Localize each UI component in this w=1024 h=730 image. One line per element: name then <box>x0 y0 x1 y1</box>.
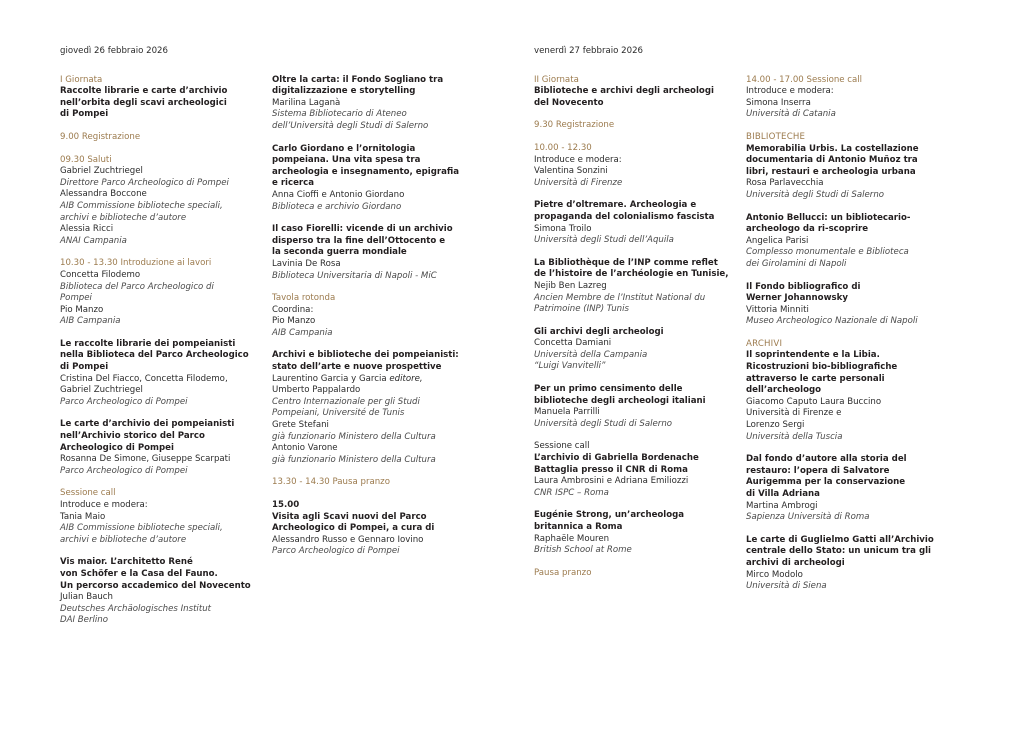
programme-block <box>746 213 950 271</box>
programme-line: archivi e biblioteche d’autore <box>60 534 187 545</box>
programme-line: I Giornata <box>60 74 103 85</box>
programme-block <box>534 258 734 316</box>
programme-line: documentaria di Antonio Muñoz tra <box>746 155 918 166</box>
programme-line: 14.00 - 17.00 Sessione call <box>746 74 863 85</box>
programme-line: Parco Archeologico di Pompei <box>60 396 188 407</box>
programme-block <box>534 143 734 189</box>
programme-line: Deutsches Archäologisches Institut <box>60 603 212 614</box>
programme-block <box>272 75 472 133</box>
programme-block <box>746 535 950 593</box>
programme-line: pompeiana. Una vita spesa tra <box>272 155 421 166</box>
programme-line: Memorabilia Urbis. La costellazione <box>746 143 919 154</box>
programme-line: Introduce e modera: <box>746 86 834 97</box>
programme-line: e ricerca <box>272 178 315 189</box>
programme-line: Le carte di Guglielmo Gatti all’Archivio <box>746 534 934 545</box>
programme-line: de l’histoire de l’archéologie en Tunisie, <box>534 269 729 280</box>
programme-block <box>534 327 734 373</box>
programme-line: dell’archeologo <box>746 385 822 396</box>
programme-line: Università degli Studi di Salerno <box>746 189 885 200</box>
programme-line: Le carte d’archivio dei pompeianisti <box>60 419 235 430</box>
programme-line: “Luigi Vanvitelli” <box>534 361 606 372</box>
programme-block <box>60 419 260 477</box>
programme-block <box>60 488 260 546</box>
programme-line: Rosanna De Simone, Giuseppe Scarpati <box>60 454 231 465</box>
programme-line: Il Fondo bibliografico di <box>746 281 861 292</box>
programme-line: archeologo da ri-scoprire <box>746 224 869 235</box>
programme-line: Vis maior. L’architetto René <box>60 557 193 568</box>
programme-line: Martina Ambrogi <box>746 500 818 511</box>
programme-line: Simona Troilo <box>534 223 592 234</box>
programme-line: ANAI Campania <box>60 235 127 246</box>
programme-line: Sessione call <box>534 441 590 452</box>
programme-line: Raphaële Mouren <box>534 533 610 544</box>
programme-line: Biblioteca e archivio Giordano <box>272 201 402 212</box>
programme-line: Marilina Laganà <box>272 97 341 108</box>
programme-line: Concetta Damiani <box>534 338 612 349</box>
date-heading-day1: giovedì 26 febbraio 2026 <box>60 46 168 56</box>
programme-line: Manuela Parrilli <box>534 407 600 418</box>
programme-block <box>60 132 260 144</box>
programme-line: di Pompei <box>60 109 109 120</box>
programme-line: Lorenzo Sergi <box>746 420 805 431</box>
programme-line: Università degli Studi di Salerno <box>534 418 673 429</box>
programme-block <box>746 454 950 524</box>
programme-line: Museo Archeologico Nazionale di Napoli <box>746 316 918 327</box>
programme-line: nella Biblioteca del Parco Archeologico <box>60 350 249 361</box>
programme-line: Laura Ambrosini e Adriana Emiliozzi <box>534 476 689 487</box>
programme-line: II Giornata <box>534 74 579 85</box>
date-heading-spacer-2 <box>746 46 950 58</box>
programme-line: Pio Manzo <box>60 304 104 315</box>
programme-line: Nejib Ben Lazreg <box>534 280 607 291</box>
programme-line: Università di Firenze <box>534 177 623 188</box>
programme-line: Per un primo censimento delle <box>534 384 683 395</box>
programme-line: Visita agli Scavi nuovi del Parco <box>272 511 427 522</box>
programme-line: Aurigemma per la conservazione <box>746 477 906 488</box>
programme-line: Biblioteche e archivi degli archeologi <box>534 86 714 97</box>
programme-line: Un percorso accademico del Novecento <box>60 580 251 591</box>
programme-line: AIB Campania <box>60 316 121 327</box>
programme-line: BIBLIOTECHE <box>746 131 806 142</box>
programme-block <box>534 75 734 110</box>
programme-line: Università di Catania <box>746 109 836 120</box>
programme-block <box>60 155 260 248</box>
programme-line: Grete Stefani <box>272 420 329 431</box>
programme-block <box>272 350 472 466</box>
programme-line: Carlo Giordano e l’ornitologia <box>272 143 416 154</box>
programme-line: Università di Firenze e <box>746 408 842 419</box>
programme-line: Archivi e biblioteche dei pompeianisti: <box>272 350 459 361</box>
programme-line: L’archivio di Gabriella Bordenache <box>534 453 699 464</box>
programme-line: Parco Archeologico di Pompei <box>60 465 188 476</box>
programme-line: Pompeiani, Université de Tunis <box>272 408 405 419</box>
programme-line: centrale dello Stato: un unicum tra gli <box>746 546 932 557</box>
programme-block <box>534 200 734 246</box>
programme-line: Patrimoine (INP) Tunis <box>534 304 629 315</box>
programme-line: von Schöfer e la Casa del Fauno. <box>60 568 218 579</box>
programme-line: Introduce e modera: <box>534 154 622 165</box>
programme-line: Parco Archeologico di Pompei <box>272 546 400 557</box>
programme-line: Simona Inserra <box>746 97 811 108</box>
column-day2-b <box>746 46 962 604</box>
programme-line: Tania Maio <box>60 511 106 522</box>
programme-line: archivi e biblioteche d’autore <box>60 212 187 223</box>
programme-block <box>746 282 950 328</box>
programme-line: Università della Tuscia <box>746 431 843 442</box>
programme-line: Vittoria Minniti <box>746 304 809 315</box>
programme-columns <box>12 46 1012 638</box>
programme-line: Alessia Ricci <box>60 224 114 235</box>
programme-line: British School at Rome <box>534 545 632 556</box>
programme-line: Cristina Del Fiacco, Concetta Filodemo, <box>60 373 228 384</box>
programme-line: archeologia e insegnamento, epigrafia <box>272 166 460 177</box>
programme-line: Introduce e modera: <box>60 500 148 510</box>
programme-line: Angelica Parisi <box>746 235 809 246</box>
programme-block <box>272 477 472 489</box>
programme-block <box>534 384 734 430</box>
programme-line: La Bibliothèque de l’INP comme reflet <box>534 257 718 268</box>
column-body <box>272 75 472 558</box>
programme-line: Eugénie Strong, un’archeologa <box>534 510 685 521</box>
programme-line: Ricostruzioni bio-bibliografiche <box>746 362 898 373</box>
programme-line: archivi di archeologi <box>746 557 845 568</box>
programme-line: Laurentino Garcia y Garcia editore, <box>272 373 423 384</box>
programme-line: Oltre la carta: il Fondo Sogliano tra <box>272 74 444 85</box>
programme-line: 9.00 Registrazione <box>60 131 141 142</box>
column-body <box>746 75 950 593</box>
programme-block <box>746 339 950 443</box>
programme-line: 15.00 <box>272 500 300 510</box>
programme-block <box>272 224 472 282</box>
programme-line: Werner Johannowsky <box>746 293 848 304</box>
programme-line: Pietre d’oltremare. Archeologia e <box>534 200 697 211</box>
programme-line: Lavinia De Rosa <box>272 258 341 269</box>
programme-line: 9.30 Registrazione <box>534 120 615 131</box>
programme-block <box>534 441 734 499</box>
programme-line: Il soprintendente e la Libia. <box>746 350 880 361</box>
programme-line: Direttore Parco Archeologico di Pompei <box>60 177 229 188</box>
programme-line: la seconda guerra mondiale <box>272 247 407 258</box>
programme-block <box>60 75 260 121</box>
programme-line: libri, restauri e archeologia urbana <box>746 166 916 177</box>
programme-line: Archeologico di Pompei, a cura di <box>272 523 435 534</box>
programme-line: 10.00 - 12.30 <box>534 142 592 153</box>
programme-block <box>60 557 260 627</box>
programme-line: Mirco Modolo <box>746 569 803 580</box>
programme-line: Le raccolte librarie dei pompeianisti <box>60 338 236 349</box>
programme-line: disperso tra la fine dell’Ottocento e <box>272 235 446 246</box>
programme-line: 10.30 - 13.30 Introduzione ai lavori <box>60 258 212 269</box>
programme-block <box>60 258 260 328</box>
date-heading-day2: venerdì 27 febbraio 2026 <box>534 46 643 56</box>
programme-line: nell’orbita degli scavi archeologici <box>60 97 227 108</box>
column-body <box>534 75 734 580</box>
programme-line: Ancien Membre de l’Institut National du <box>534 292 706 303</box>
programme-line: AIB Campania <box>272 327 333 338</box>
programme-line: Umberto Pappalardo <box>272 385 361 396</box>
programme-line: biblioteche degli archeologi italiani <box>534 395 706 406</box>
date-heading-spacer-1 <box>272 46 472 58</box>
programme-line: Pausa pranzo <box>534 567 592 578</box>
programme-line: Archeologico di Pompei <box>60 442 174 453</box>
programme-block <box>60 339 260 409</box>
programme-block <box>272 500 472 558</box>
programme-block <box>746 132 950 202</box>
programme-line: Alessandra Boccone <box>60 189 147 200</box>
programme-line: Raccolte librarie e carte d’archivio <box>60 86 228 97</box>
programme-line: Tavola rotonda <box>272 293 336 304</box>
programme-line: 13.30 - 14.30 Pausa pranzo <box>272 477 390 488</box>
programme-line: Julian Bauch <box>60 592 113 603</box>
programme-line: Biblioteca del Parco Archeologico di <box>60 281 214 292</box>
programme-block <box>534 568 734 580</box>
programme-line: Università degli Studi dell’Aquila <box>534 235 674 246</box>
programme-line: digitalizzazione e storytelling <box>272 86 416 97</box>
programme-line: Complesso monumentale e Biblioteca <box>746 247 909 258</box>
programme-line: AIB Commissione biblioteche speciali, <box>60 523 223 534</box>
programme-line: nell’Archivio storico del Parco <box>60 431 205 442</box>
programme-line: dell’Università degli Studi di Salerno <box>272 120 429 131</box>
programme-line: propaganda del colonialismo fascista <box>534 211 715 222</box>
programme-line: CNR ISPC – Roma <box>534 487 609 498</box>
programme-line: Anna Cioffi e Antonio Giordano <box>272 189 405 200</box>
column-day1-a <box>60 46 272 638</box>
programme-line: Giacomo Caputo Laura Buccino <box>746 396 882 407</box>
programme-line: Gabriel Zuchtriegel <box>60 385 143 396</box>
programme-line: Alessandro Russo e Gennaro Iovino <box>272 534 424 545</box>
programme-line: già funzionario Ministero della Cultura <box>272 431 436 442</box>
programme-line: Gli archivi degli archeologi <box>534 326 664 337</box>
column-body <box>60 75 260 627</box>
programme-line: Il caso Fiorelli: vicende di un archivio <box>272 224 453 235</box>
programme-line: attraverso le carte personali <box>746 373 885 384</box>
programme-block <box>272 144 472 214</box>
programme-line: Biblioteca Universitaria di Napoli - MiC <box>272 270 437 281</box>
programme-line: Università della Campania <box>534 349 648 360</box>
programme-line: già funzionario Ministero della Cultura <box>272 454 436 465</box>
programme-line: Valentina Sonzini <box>534 166 608 177</box>
programme-block <box>272 293 472 339</box>
programme-line: di Pompei <box>60 362 109 373</box>
programme-line: Pompei <box>60 293 92 304</box>
programme-block <box>746 75 950 121</box>
programme-line: Antonio Varone <box>272 443 338 454</box>
programme-block <box>534 510 734 556</box>
programme-line: Concetta Filodemo <box>60 269 141 280</box>
programme-line: Dal fondo d’autore alla storia del <box>746 454 907 465</box>
programme-line: Coordina: <box>272 304 314 315</box>
programme-line: Gabriel Zuchtriegel <box>60 166 143 177</box>
programme-line: 09.30 Saluti <box>60 154 112 165</box>
programme-line: Sapienza Università di Roma <box>746 512 870 523</box>
programme-line: Rosa Parlavecchia <box>746 178 824 189</box>
programme-line: DAI Berlino <box>60 615 108 626</box>
programme-line: britannica a Roma <box>534 522 623 532</box>
programme-line: Antonio Bellucci: un bibliotecario- <box>746 212 911 223</box>
programme-line: Sessione call <box>60 488 116 499</box>
column-day2-a <box>534 46 746 590</box>
programme-line: di Villa Adriana <box>746 489 820 499</box>
programme-line: restauro: l’opera di Salvatore <box>746 465 890 476</box>
programme-line: del Novecento <box>534 97 604 108</box>
programme-line: Università di Siena <box>746 581 827 592</box>
programme-line: ARCHIVI <box>746 338 783 349</box>
programme-block <box>534 120 734 132</box>
programme-line: Battaglia presso il CNR di Roma <box>534 464 688 475</box>
programme-line: stato dell’arte e nuove prospettive <box>272 362 442 373</box>
programme-line: Sistema Bibliotecario di Ateneo <box>272 109 407 120</box>
column-day1-b <box>272 46 484 569</box>
programme-line: AIB Commissione biblioteche speciali, <box>60 200 223 211</box>
programme-line: Pio Manzo <box>272 316 316 327</box>
programme-line: Centro Internazionale per gli Studi <box>272 396 420 407</box>
programme-line: dei Girolamini di Napoli <box>746 258 847 269</box>
